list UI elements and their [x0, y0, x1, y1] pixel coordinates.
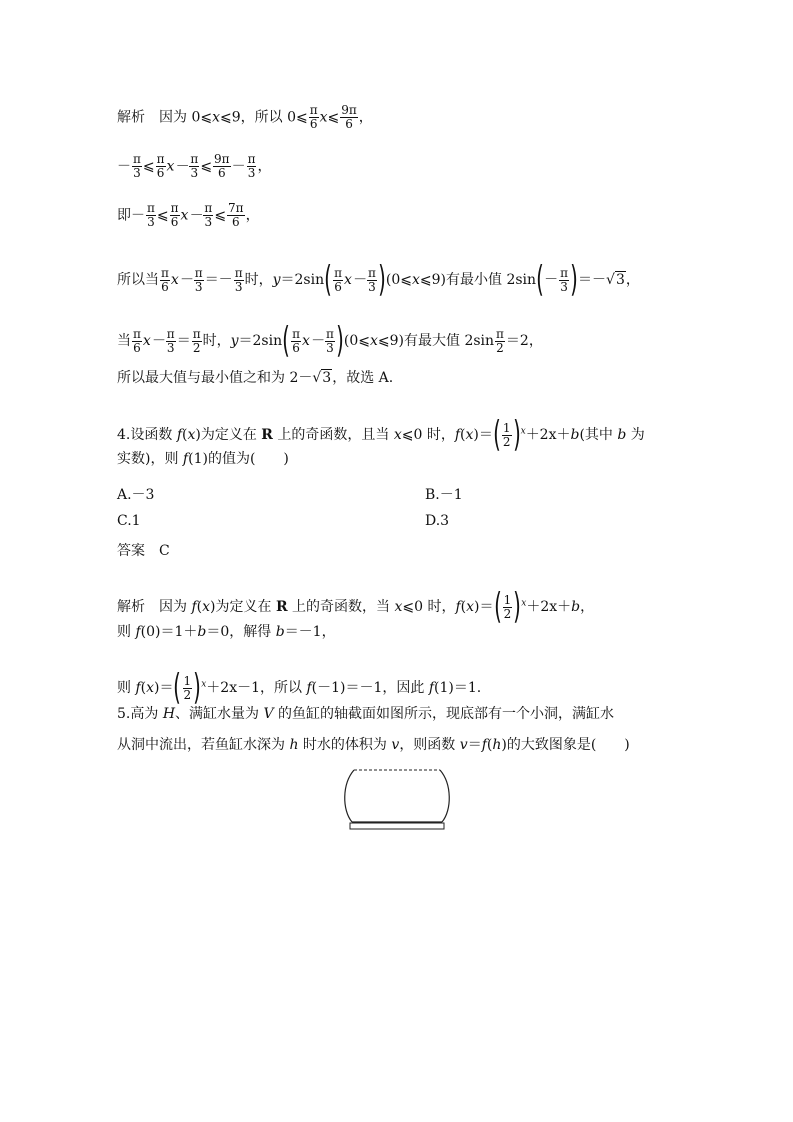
set-r: R	[275, 599, 288, 615]
fraction: $\frac{\pi}{3}$	[147, 201, 155, 229]
fraction: $\frac{\pi}{6}$	[292, 326, 301, 355]
exponent: x	[521, 598, 527, 609]
var-b: b	[197, 624, 207, 640]
fraction: $\frac{\pi}{3}$	[234, 265, 243, 294]
text: 当	[117, 333, 131, 349]
text: ＝2sin	[280, 272, 325, 288]
var-f: f	[182, 451, 189, 467]
var-f: f	[191, 599, 197, 615]
question-4-stem-line-1	[117, 414, 645, 455]
question-5-stem-line-2	[117, 736, 630, 754]
text: ⩽	[327, 109, 340, 126]
answer-line: 答案 C	[117, 543, 170, 559]
text: (其中	[579, 427, 618, 443]
text: x－	[166, 158, 189, 175]
question-4-analysis-line-3	[117, 667, 482, 708]
text: (	[196, 599, 203, 615]
text: ⩽	[200, 158, 213, 175]
analysis-line-6	[117, 369, 393, 387]
tank-base	[350, 823, 444, 829]
right-paren: )	[513, 586, 522, 627]
var-x: x	[146, 680, 155, 696]
text: x－	[344, 272, 366, 288]
fraction: $\frac{\pi}{3}$	[204, 201, 213, 229]
text: ＝0，解得	[206, 624, 276, 640]
option-c: C.1	[117, 513, 141, 529]
text: (	[486, 737, 493, 753]
option-a: A.－3	[117, 487, 155, 503]
right-paren: )	[335, 320, 344, 361]
tank-right-wall	[440, 770, 449, 822]
text: ＝	[176, 333, 191, 349]
text: x－	[180, 207, 203, 224]
text: 5.高为	[117, 706, 163, 722]
left-paren: (	[536, 259, 544, 300]
tank-left-wall	[345, 770, 354, 822]
var-h: H	[162, 706, 176, 722]
text: ＝2sin	[238, 333, 283, 349]
text: ，	[580, 599, 595, 615]
var-y: y	[272, 272, 281, 288]
var-v: v	[459, 737, 468, 753]
fraction: $\frac{\pi}{6}$	[133, 326, 141, 355]
text: ＋2x＋	[526, 599, 572, 615]
text: (1)的值为( )	[188, 451, 289, 467]
set-r: R	[261, 427, 273, 443]
text: 为	[626, 427, 645, 443]
text: x－	[142, 333, 165, 349]
var-b: b	[571, 599, 581, 615]
text: －	[117, 158, 131, 175]
text: ，	[625, 272, 640, 288]
fraction: $\frac{\pi}{3}$	[325, 326, 334, 355]
text: (0⩽	[385, 272, 412, 288]
var-x: x	[369, 333, 378, 349]
fraction: $\frac{\pi}{6}$	[309, 103, 318, 131]
var-h: h	[492, 737, 502, 753]
var-x: x	[202, 599, 211, 615]
right-paren: )	[512, 414, 521, 455]
analysis-line-3	[117, 202, 260, 229]
var-f: f	[306, 680, 312, 696]
text: ⩽	[214, 207, 227, 224]
text: )＝	[473, 427, 493, 443]
fraction: $\frac{\pi}{6}$	[161, 265, 169, 294]
fraction: $\frac{1}{2}$	[183, 673, 192, 702]
var-v: v	[391, 737, 400, 753]
fraction: $\frac{1}{2}$	[503, 592, 512, 621]
text: 解析 因为	[117, 599, 192, 615]
var-f: f	[428, 680, 435, 696]
text: 则	[117, 624, 136, 640]
analysis-line-4	[117, 259, 640, 300]
var-f: f	[454, 427, 461, 443]
right-paren: )	[570, 259, 578, 300]
fraction: $\frac{\pi}{3}$	[367, 265, 376, 294]
text: ，	[358, 109, 373, 126]
text: ，则函数	[399, 737, 460, 753]
text: ⩽0 时，	[402, 599, 456, 615]
text: 则	[117, 680, 136, 696]
text: (1)＝1.	[434, 680, 482, 696]
fraction: $\frac{\pi}{3}$	[166, 326, 175, 355]
text: 所以当	[117, 272, 159, 288]
fraction: $\frac{\pi}{3}$	[190, 152, 199, 180]
var-v: V	[263, 706, 274, 722]
text: 的鱼缸的轴截面如图所示，现底部有一个小洞，满缸水	[273, 706, 615, 722]
var-x: x	[212, 109, 220, 126]
var-x: x	[466, 599, 475, 615]
left-paren: (	[173, 667, 182, 708]
text: ＝2，	[505, 333, 543, 349]
sqrt: √3	[606, 272, 625, 288]
text: x－	[302, 333, 324, 349]
text: )＝	[154, 680, 174, 696]
fraction: $\frac{\pi}{6}$	[334, 265, 343, 294]
fraction: $\frac{\pi}{3}$	[560, 265, 568, 294]
var-x: x	[394, 599, 403, 615]
question-5-stem-line-1	[117, 705, 614, 723]
text: ⩽0 时，	[401, 427, 455, 443]
sqrt: √3	[312, 370, 332, 386]
text: (	[182, 427, 188, 443]
var-b: b	[275, 624, 285, 640]
text: ＝－	[204, 272, 233, 288]
var-x: x	[465, 427, 474, 443]
text: 上的奇函数，当	[287, 599, 395, 615]
fraction: $\frac{7\pi}{6}$	[228, 201, 244, 229]
text: ⩽9)有最小值 2sin	[419, 272, 537, 288]
text: ＋2x－1，所以	[206, 680, 307, 696]
fraction: $\frac{1}{2}$	[502, 420, 511, 449]
text: )为定义在	[210, 599, 276, 615]
text: (	[460, 599, 467, 615]
left-paren: (	[493, 414, 501, 455]
var-f: f	[135, 624, 141, 640]
text: x－	[170, 272, 193, 288]
analysis-line-5	[117, 320, 543, 361]
fraction: $\frac{\pi}{3}$	[247, 152, 256, 180]
var-b: b	[617, 427, 627, 443]
fraction: $\frac{\pi}{3}$	[194, 265, 203, 294]
text: ＋2x＋	[525, 427, 571, 443]
var-f: f	[135, 680, 141, 696]
fish-tank-figure	[340, 766, 456, 836]
left-paren: (	[493, 586, 502, 627]
fraction: $\frac{\pi}{6}$	[170, 201, 179, 229]
question-4-analysis-line-2	[117, 623, 336, 641]
text: )＝	[474, 599, 494, 615]
fraction: $\frac{9\pi}{6}$	[214, 152, 230, 180]
text: ⩽	[156, 207, 169, 224]
question-4-analysis-line-1	[117, 586, 595, 627]
exponent: x	[520, 426, 526, 437]
text: －	[544, 272, 559, 288]
left-paren: (	[282, 320, 290, 361]
text: 上的奇函数，且当	[272, 427, 394, 443]
text: 时，	[202, 333, 231, 349]
text: 4.设函数	[117, 427, 177, 443]
text: 即－	[117, 207, 145, 224]
text: )为定义在	[195, 427, 262, 443]
text: ⩽9，所以 0⩽	[220, 109, 308, 126]
text: 解析 因为 0⩽	[117, 109, 213, 126]
text: ＝－1，	[284, 624, 336, 640]
var-x: x	[187, 427, 196, 443]
option-d: D.3	[425, 513, 450, 529]
text: )的大致图象是( )	[501, 737, 630, 753]
right-paren: )	[193, 667, 202, 708]
var-f: f	[455, 599, 461, 615]
text: 、满缸水量为	[175, 706, 264, 722]
text: (0⩽	[343, 333, 370, 349]
text: －	[231, 158, 246, 175]
var-b: b	[570, 427, 580, 443]
left-paren: (	[324, 259, 332, 300]
var-h: h	[289, 737, 299, 753]
text: ＝	[467, 737, 482, 753]
text: 从洞中流出，若鱼缸水深为	[117, 737, 290, 753]
text: ⩽9)有最大值 2sin	[377, 333, 495, 349]
text: ，	[245, 207, 260, 224]
fraction: $\frac{\pi}{3}$	[133, 152, 141, 180]
text: (	[460, 427, 466, 443]
text: ，	[257, 158, 272, 175]
text: 实数)，则	[117, 451, 183, 467]
analysis-line-2	[117, 153, 271, 180]
fraction: $\frac{9\pi}{6}$	[341, 103, 357, 131]
analysis-line-1	[117, 104, 373, 131]
fraction: $\frac{\pi}{2}$	[496, 326, 504, 355]
text: ＝－	[578, 272, 607, 288]
text: 时水的体积为	[298, 737, 392, 753]
text: 所以最大值与最小值之和为 2－	[117, 370, 313, 386]
text: 时，	[244, 272, 273, 288]
text: (0)＝1＋	[140, 624, 198, 640]
var-x: x	[393, 427, 402, 443]
text: (	[140, 680, 147, 696]
question-4-stem-line-2	[117, 450, 289, 468]
var-x: x	[319, 109, 328, 126]
exponent: x	[201, 679, 207, 690]
var-f: f	[176, 427, 182, 443]
option-b: B.－1	[425, 487, 463, 503]
fraction: $\frac{\pi}{6}$	[156, 152, 165, 180]
text: ，故选 A.	[332, 370, 394, 386]
text: ⩽	[142, 158, 155, 175]
fraction: $\frac{\pi}{2}$	[192, 326, 201, 355]
var-y: y	[230, 333, 239, 349]
right-paren: )	[377, 259, 386, 300]
var-x: x	[411, 272, 420, 288]
var-f: f	[481, 737, 487, 753]
text: (－1)＝－1，因此	[311, 680, 429, 696]
